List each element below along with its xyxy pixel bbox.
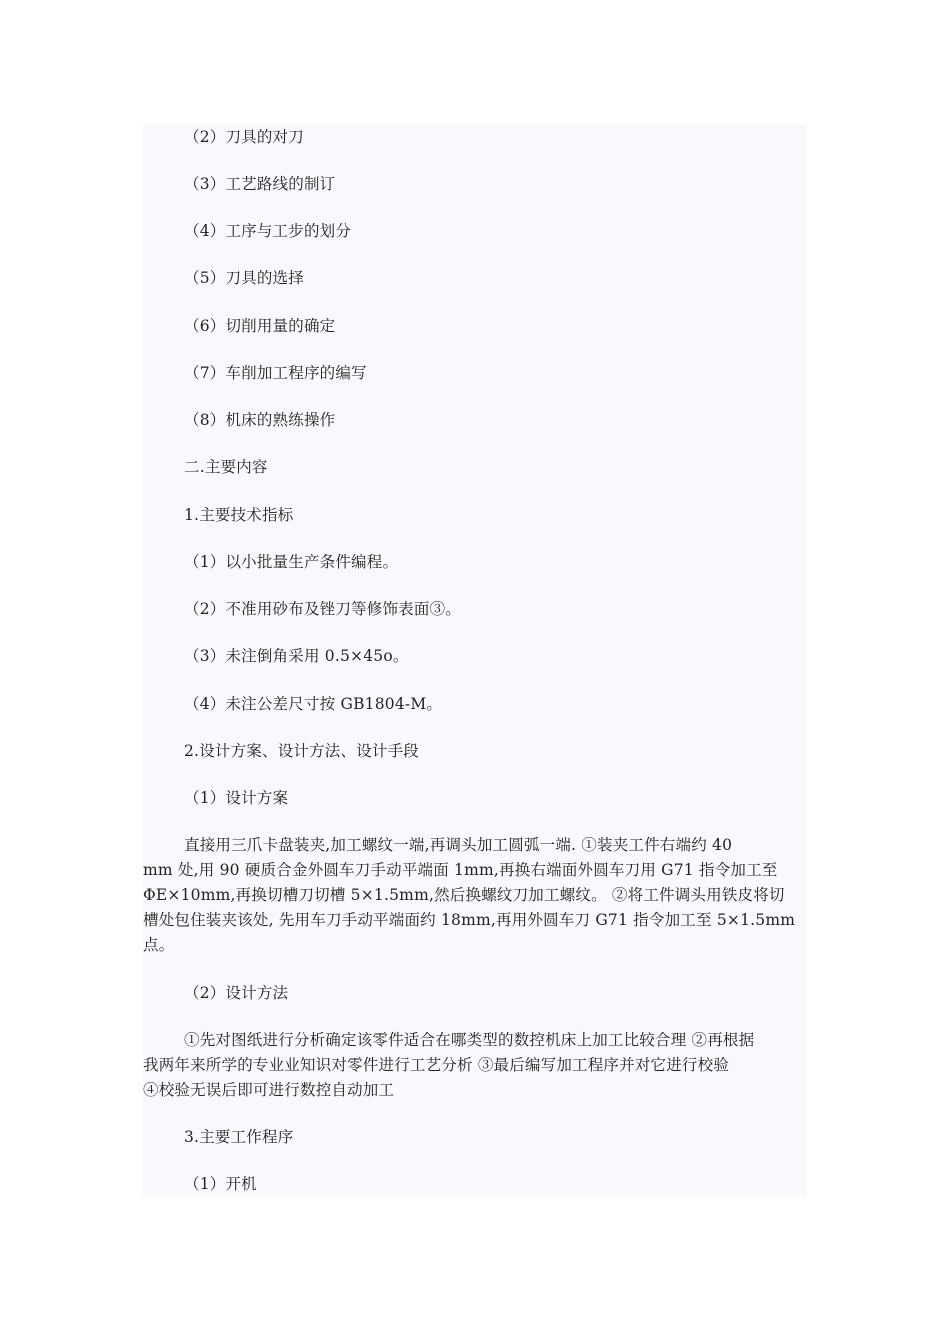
list-item: （2）设计方法 <box>184 984 289 1002</box>
list-item: （2）刀具的对刀 <box>184 128 304 146</box>
paragraph-line: ①先对图纸进行分析确定该零件适合在哪类型的数控机床上加工比较合理 ②再根据 <box>184 1031 755 1049</box>
list-item: （2）不准用砂布及锉刀等修饰表面③。 <box>184 600 461 618</box>
list-item: （3）工艺路线的制订 <box>184 175 336 193</box>
subsection-heading: 3.主要工作程序 <box>184 1128 294 1146</box>
list-item: （3）未注倒角采用 0.5×45o。 <box>184 647 409 665</box>
subsection-heading: 2.设计方案、设计方法、设计手段 <box>184 742 419 760</box>
list-item: （4）工序与工步的划分 <box>184 222 352 240</box>
list-item: （6）切削用量的确定 <box>184 317 336 335</box>
paragraph-line: mm 处,用 90 硬质合金外圆车刀手动平端面 1mm,再换右端面外圆车刀用 G71 指令加工至 <box>143 861 778 879</box>
list-item: （1）设计方案 <box>184 789 289 807</box>
list-item: （1）开机 <box>184 1175 257 1193</box>
list-item: （1）以小批量生产条件编程。 <box>184 553 399 571</box>
paragraph-line: 我两年来所学的专业业知识对零件进行工艺分析 ③最后编写加工程序并对它进行校验 <box>143 1056 730 1074</box>
list-item: （7）车削加工程序的编写 <box>184 364 367 382</box>
list-item: （4）未注公差尺寸按 GB1804-M。 <box>184 695 443 713</box>
subsection-heading: 1.主要技术指标 <box>184 506 294 524</box>
paragraph-line: ΦE×10mm,再换切槽刀切槽 5×1.5mm,然后换螺纹刀加工螺纹。 ②将工件调头用铁皮将切 <box>143 886 785 904</box>
paragraph-line: 槽处包住装夹该处, 先用车刀手动平端面约 18mm,再用外圆车刀 G71 指令加工至 5×1.5mm <box>143 911 796 929</box>
list-item: （5）刀具的选择 <box>184 269 304 287</box>
section-heading: 二.主要内容 <box>184 458 268 476</box>
paragraph-line: 点。 <box>143 936 175 954</box>
paragraph-line: 直接用三爪卡盘装夹,加工螺纹一端,再调头加工圆弧一端. ①装夹工件右端约 40 <box>184 836 733 854</box>
paragraph-line: ④校验无误后即可进行数控自动加工 <box>143 1081 395 1099</box>
list-item: （8）机床的熟练操作 <box>184 411 336 429</box>
